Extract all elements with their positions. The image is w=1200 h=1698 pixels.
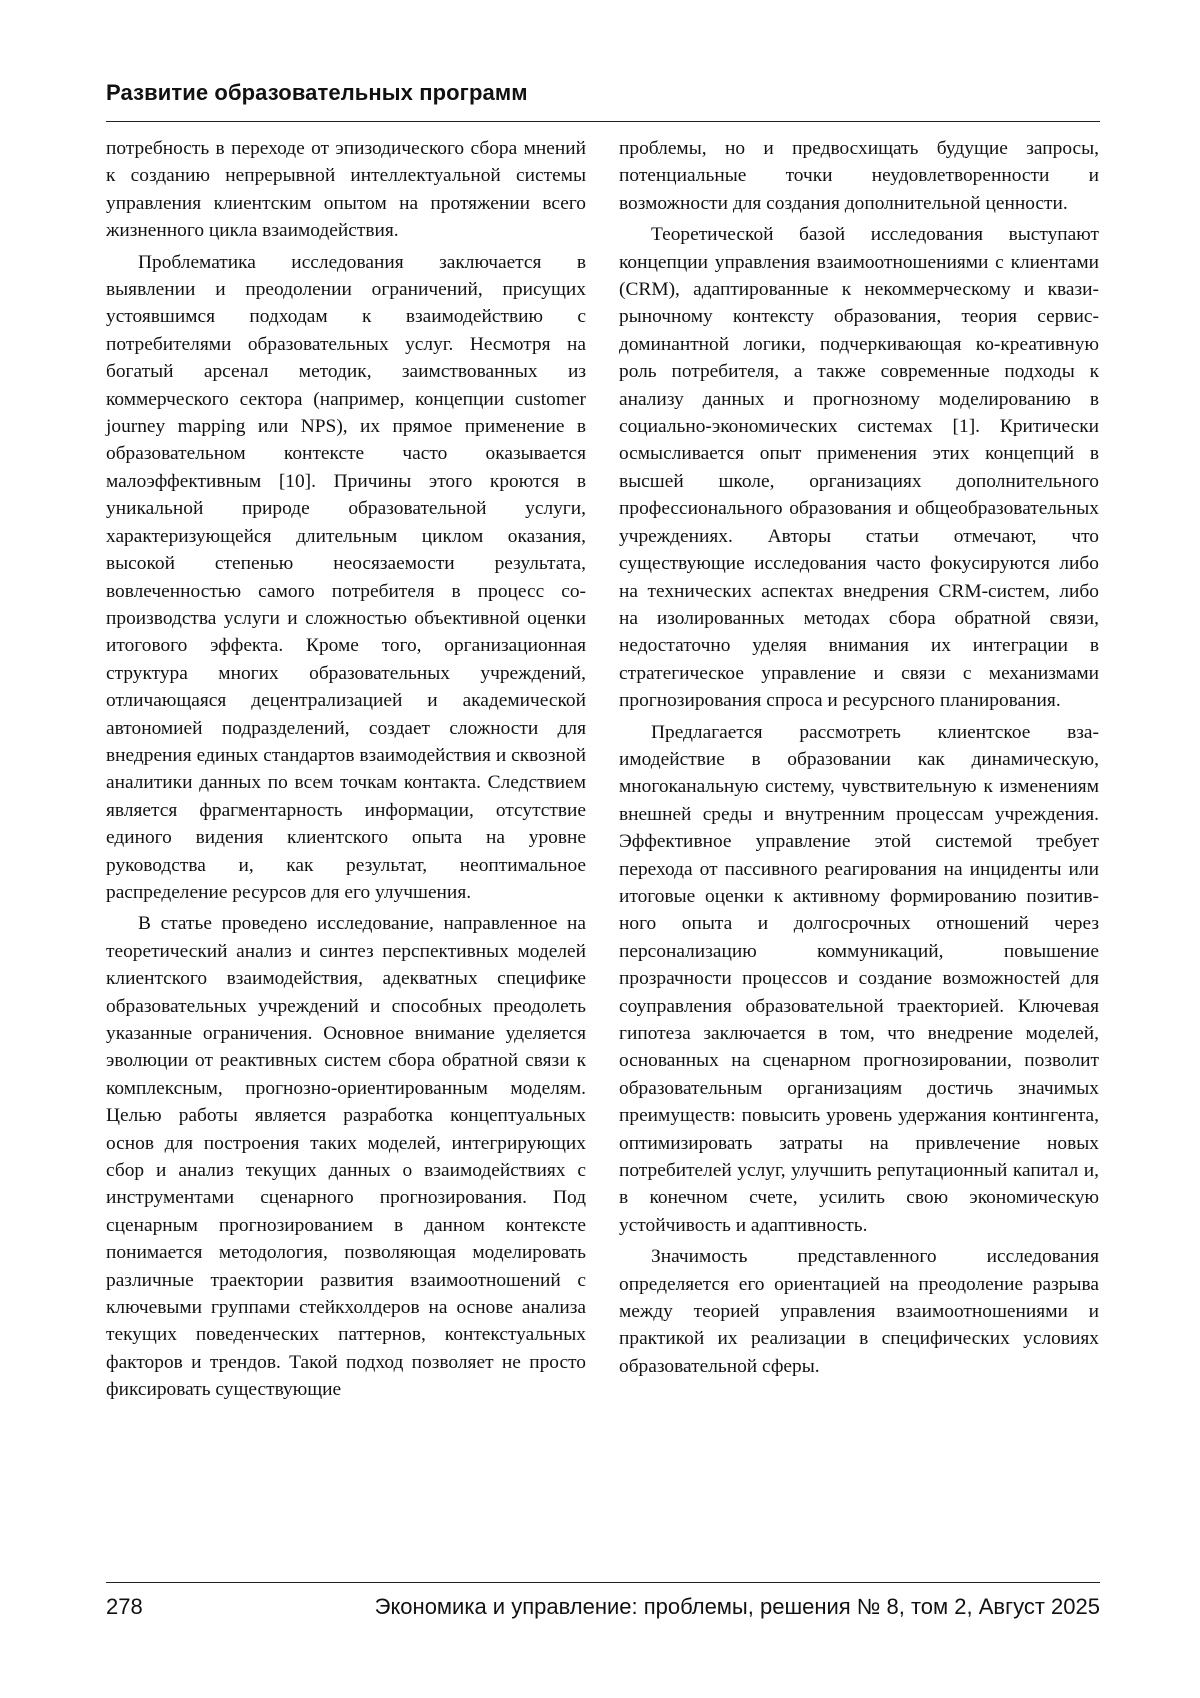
paragraph: Значимость представленного исследования определяется его ориентацией на преодоление разрыва между теорией управления взаимоот­ношениями и практикой их реализации в спец­ифических условиях образовательной сферы. xyxy=(619,1243,1099,1380)
header-rule xyxy=(106,121,1100,122)
journal-reference: Экономика и управление: проблемы, решения № 8, том 2, Август 2025 xyxy=(375,1594,1100,1620)
paragraph: Проблематика исследования заключается в выявлении и преодолении ограничений, при­сущих устоявшимся подходам к взаимодействию с потребителями образовательных услуг. Несмо­тря на богатый арсенал методик, заимствован­ных из коммерческого сектора (например, кон­цепции customer journey mapping или NPS), их прямое применение в образовательном контек­сте часто оказывается малоэффективным [10]. Причины этого кроются в уникальной природе образовательной услуги, характеризующейся длительным циклом оказания, высокой степе­нью неосязаемости результата, вовлеченностью самого потребителя в процесс со-производства услуги и сложностью объективной оценки ито­гового эффекта. Кроме того, организационная структура многих образовательных учрежде­ний, отличающаяся децентрализацией и акаде­мической автономией подразделений, создает сложности для внедрения единых стандартов взаимодействия и сквозной аналитики данных по всем точкам контакта. Следствием являет­ся фрагментарность информации, отсутствие единого видения клиентского опыта на уровне руководства и, как результат, неоптимальное распределение ресурсов для его улучшения. xyxy=(106,249,586,907)
left-column xyxy=(106,135,586,1404)
paragraph: Теоретической базой исследования высту­пают концепции управления взаимоотноше­ниями с клиентами (CRM), адаптированные к некоммерческому и квази-рыночному контек­сту образования, теория сервис-доминантной логики, подчеркивающая ко-креативную роль потребителя, а также современные подходы к анализу данных и прогнозному моделирова­нию в социально-экономических системах [1]. Критически осмысливается опыт применения этих концепций в высшей школе, организациях дополнительного профессионального образо­вания и общеобразовательных учреждениях. Авторы статьи отмечают, что существующие исследования часто фокусируются либо на тех­нических аспектах внедрения CRM-систем, либо на изолированных методах сбора обратной свя­зи, недостаточно уделяя внимания их интегра­ции в стратегическое управление и связи с меха­низмами прогнозирования спроса и ресурсного планирования. xyxy=(619,221,1099,714)
page-number: 278 xyxy=(106,1594,143,1620)
paragraph: В статье проведено исследование, на­правленное на теоретический анализ и синтез перспективных моделей клиентского взаимо­действия, адекватных специфике образова­тельных учреждений и способных преодолеть указанные ограничения. Основное внимание уделяется эволюции от реактивных систем сбо­ра обратной связи к комплексным, прогнозно-ориентированным моделям. Целью работы яв­ляется разработка концептуальных основ для построения таких моделей, интегрирующих сбор и анализ текущих данных о взаимодей­ствиях с инструментами сценарного прогно­зирования. Под сценарным прогнозированием в данном контексте понимается методология, позволяющая моделировать различные траек­тории развития взаимоотношений с ключевы­ми группами стейкхолдеров на основе анализа текущих поведенческих паттернов, контексту­альных факторов и трендов. Такой подход по­зволяет не просто фиксировать существующие xyxy=(106,910,586,1403)
footer-rule xyxy=(106,1582,1100,1583)
paragraph: потребность в переходе от эпизодического сбора мнений к созданию непрерывной интеллекту­альной системы управления клиентским опытом на протяжении всего жизненного цикла взаимо­действия. xyxy=(106,135,586,245)
paragraph: Предлагается рассмотреть клиентское вза­имодействие в образовании как динамическую, многоканальную систему, чувствительную к из­менениям внешней среды и внутренним про­цессам учреждения. Эффективное управление этой системой требует перехода от пассивно­го реагирования на инциденты или итоговые оценки к активному формированию позитив­ного опыта и долгосрочных отношений через персонализацию коммуникаций, повышение прозрачности процессов и создание возмож­ностей для соуправления образовательной траекторией. Ключевая гипотеза заключает­ся в том, что внедрение моделей, основанных на сценарном прогнозировании, позволит обра­зовательным организациям достичь значимых преимуществ: повысить уровень удержания контингента, оптимизировать затраты на при­влечение новых потребителей услуг, улучшить репутационный капитал и, в конечном счете, усилить свою экономическую устойчивость и адаптивность. xyxy=(619,719,1099,1240)
right-column xyxy=(619,135,1099,1380)
running-header-title: Развитие образовательных программ xyxy=(106,80,528,106)
paragraph: проблемы, но и предвосхищать будущие запро­сы, потенциальные точки неудовлетворенности и возможности для создания дополнительной ценности. xyxy=(619,135,1099,217)
